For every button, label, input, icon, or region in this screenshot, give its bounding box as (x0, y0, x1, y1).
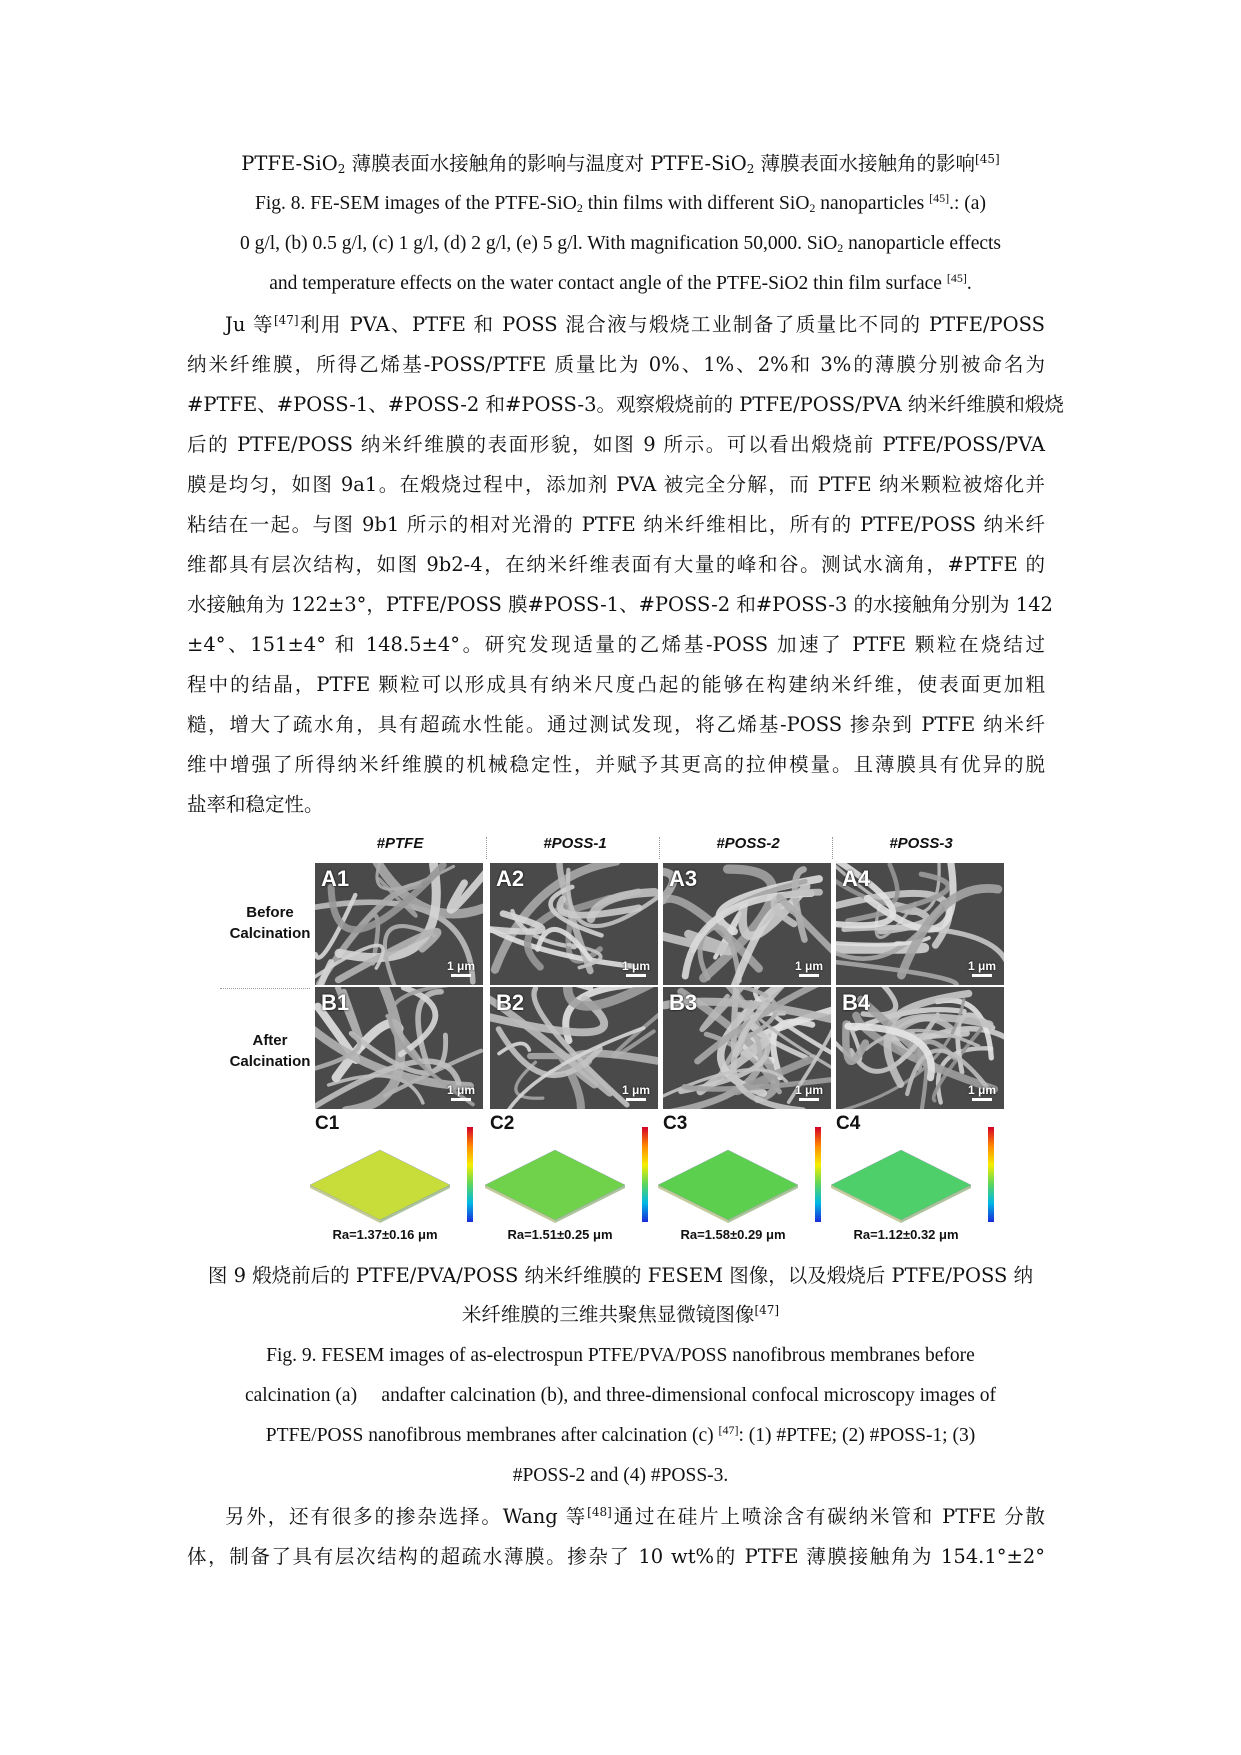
fig9-caption-en-3: PTFE/POSS nanofibrous membranes after calcination (c) [47]: (1) #PTFE; (2) #POSS-1; (3) (265, 1423, 976, 1446)
paragraph-1-line-3: #PTFE、#POSS-1、#POSS-2 和#POSS-3。观察煅烧前的 PTFE/POSS/PVA 纳米纤维膜和煅烧 (187, 393, 1064, 416)
roughness-label: Ra=1.51±0.25 μm (507, 1227, 613, 1242)
paragraph-1-line-11: 糙，增大了疏水角，具有超疏水性能。通过测试发现，将乙烯基-POSS 掺杂到 PTFE 纳米纤 (187, 713, 1045, 736)
fig8-caption-en-3: and temperature effects on the water contact angle of the PTFE-SiO2 thin film surface [45]. (269, 271, 972, 294)
column-header: #POSS-1 (543, 835, 607, 852)
sem-image-b4 (836, 987, 1004, 1109)
fig9-caption-cn-1: 图 9 煅烧前后的 PTFE/PVA/POSS 纳米纤维膜的 FESEM 图像，以及煅烧后 PTFE/POSS 纳 (207, 1264, 1034, 1287)
paragraph-1-line-8: 水接触角为 122±3°，PTFE/POSS 膜#POSS-1、#POSS-2 和#POSS-3 的水接触角分别为 142 (187, 593, 1053, 616)
fig9-caption-en-4: #POSS-2 and (4) #POSS-3. (512, 1465, 729, 1486)
panel-label: B3 (669, 990, 698, 1015)
scale-bar: 1 μm (968, 1083, 996, 1101)
column-header: #POSS-2 (716, 835, 780, 852)
sem-image-a3 (663, 863, 831, 985)
confocal-image-c3 (653, 1113, 823, 1242)
panel-label: A3 (669, 866, 698, 891)
divider (659, 837, 660, 859)
sem-image-b3 (663, 987, 831, 1109)
paragraph-1-line-12: 维中增强了所得纳米纤维膜的机械稳定性，并赋予其更高的拉伸模量。且薄膜具有优异的脱 (187, 753, 1045, 776)
sem-image-b2 (490, 987, 658, 1109)
confocal-image-c4 (826, 1113, 996, 1242)
fig8-caption-en-1: Fig. 8. FE-SEM images of the PTFE-SiO$_2$ thin films with different SiO$_2$ nanoparticles [45].: (a) (255, 191, 986, 215)
sem-image-a2 (490, 863, 658, 985)
row-label-before: Before Calcination (229, 904, 311, 942)
scale-bar: 1 μm (795, 1083, 823, 1101)
paragraph-1-line-6: 粘结在一起。与图 9b1 所示的相对光滑的 PTFE 纳米纤维相比，所有的 PTFE/POSS 纳米纤 (187, 513, 1045, 536)
fig9-caption-cn-2: 米纤维膜的三维共聚焦显微镜图像[47] (461, 1303, 780, 1326)
paragraph-1-line-5: 膜是均匀，如图 9a1。在煅烧过程中，添加剂 PVA 被完全分解，而 PTFE 纳米颗粒被熔化并 (187, 473, 1045, 496)
divider (832, 837, 833, 859)
roughness-label: Ra=1.37±0.16 μm (332, 1227, 438, 1242)
fig8-caption-cn: PTFE-SiO$_2$ 薄膜表面水接触角的影响与温度对 PTFE-SiO$_2$ 薄膜表面水接触角的影响[45] (241, 152, 1000, 176)
panel-label: B1 (321, 990, 350, 1015)
fig9-caption-en-1: Fig. 9. FESEM images of as-electrospun PTFE/PVA/POSS nanofibrous membranes before (266, 1345, 975, 1366)
column-header: #POSS-3 (889, 835, 953, 852)
sem-image-a1 (315, 863, 483, 985)
scale-bar: 1 μm (622, 1083, 650, 1101)
scale-bar: 1 μm (968, 959, 996, 977)
paragraph-1-line-4: 后的 PTFE/POSS 纳米纤维膜的表面形貌，如图 9 所示。可以看出煅烧前 PTFE/POSS/PVA (187, 433, 1045, 456)
scale-bar: 1 μm (622, 959, 650, 977)
color-scale-bar (467, 1127, 473, 1222)
scale-bar: 1 μm (795, 959, 823, 977)
roughness-label: Ra=1.58±0.29 μm (680, 1227, 786, 1242)
figure-9 (220, 835, 1010, 1250)
scale-bar: 1 μm (447, 959, 475, 977)
divider (486, 837, 487, 859)
scale-bar: 1 μm (447, 1083, 475, 1101)
paragraph-1-line-9: ±4°、151±4° 和 148.5±4°。研究发现适量的乙烯基-POSS 加速了 PTFE 颗粒在烧结过 (187, 633, 1045, 656)
color-scale-bar (988, 1127, 994, 1222)
panel-label: C1 (315, 1113, 340, 1134)
fig9-caption-en-2: calcination (a) andafter calcination (b), and three-dimensional confocal microscopy images of (245, 1385, 996, 1406)
panel-label: C2 (490, 1113, 515, 1134)
color-scale-bar (815, 1127, 821, 1222)
confocal-image-c1 (305, 1113, 475, 1242)
confocal-image-c2 (480, 1113, 650, 1242)
fig8-caption-en-2: 0 g/l, (b) 0.5 g/l, (c) 1 g/l, (d) 2 g/l, (e) 5 g/l. With magnification 50,000. SiO$_2$ nanoparticle effects (239, 233, 1002, 255)
panel-label: B4 (842, 990, 871, 1015)
panel-label: A4 (842, 866, 871, 891)
sem-image-a4 (836, 863, 1004, 985)
row-label-after: After Calcination (229, 1032, 311, 1070)
paragraph-2-line-1: 另外，还有很多的掺杂选择。Wang 等[48]通过在硅片上喷涂含有碳纳米管和 PTFE 分散 (225, 1505, 1045, 1528)
paragraph-1-line-2: 纳米纤维膜，所得乙烯基-POSS/PTFE 质量比为 0%、1%、2%和 3%的薄膜分别被命名为 (187, 353, 1045, 376)
paragraph-1-line-7: 维都具有层次结构，如图 9b2-4，在纳米纤维表面有大量的峰和谷。测试水滴角，#PTFE 的 (187, 553, 1045, 576)
paragraph-1-line-13: 盐率和稳定性。 (187, 793, 324, 816)
panel-label: C4 (836, 1113, 861, 1134)
panel-label: C3 (663, 1113, 688, 1134)
color-scale-bar (642, 1127, 648, 1222)
roughness-label: Ra=1.12±0.32 μm (853, 1227, 959, 1242)
sem-image-b1 (315, 987, 483, 1109)
panel-label: A1 (321, 866, 350, 891)
divider (220, 988, 310, 989)
panel-label: B2 (496, 990, 525, 1015)
paragraph-2-line-2: 体，制备了具有层次结构的超疏水薄膜。掺杂了 10 wt%的 PTFE 薄膜接触角为 154.1°±2° (187, 1545, 1045, 1568)
paragraph-1-line-1: Ju 等[47]利用 PVA、PTFE 和 POSS 混合液与煅烧工业制备了质量比不同的 PTFE/POSS (225, 313, 1045, 336)
panel-label: A2 (496, 866, 525, 891)
paragraph-1-line-10: 程中的结晶，PTFE 颗粒可以形成具有纳米尺度凸起的能够在构建纳米纤维，使表面更加粗 (187, 673, 1045, 696)
column-header: #PTFE (376, 835, 424, 852)
